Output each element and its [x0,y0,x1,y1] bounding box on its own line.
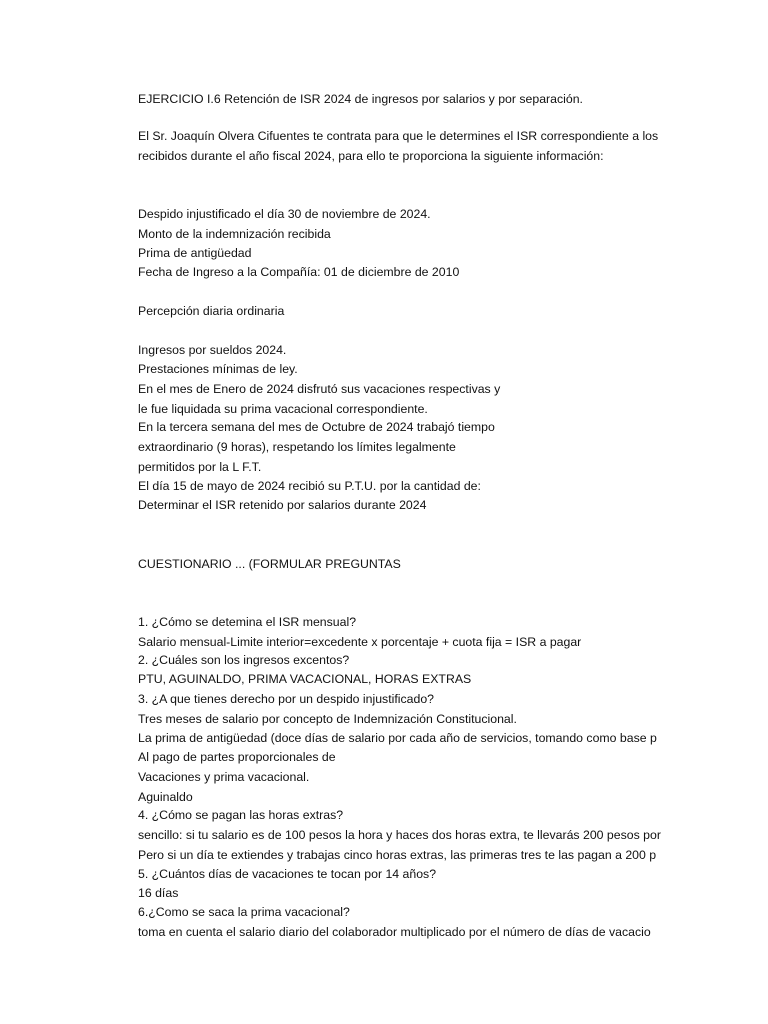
fact-line: Prestaciones mínimas de ley. [138,362,298,376]
fact-line: Percepción diaria ordinaria [138,304,285,318]
fact-line: le fue liquidada su prima vacacional correspondiente. [138,402,428,416]
fact-line: En el mes de Enero de 2024 disfrutó sus vacaciones respectivas y [138,382,501,396]
fact-line: Fecha de Ingreso a la Compañía: 01 de diciembre de 2010 [138,265,460,279]
qa-line: Al pago de partes proporcionales de [138,750,336,764]
fact-line: Monto de la indemnización recibida [138,227,331,241]
qa-line: Aguinaldo [138,790,193,804]
intro-line: El Sr. Joaquín Olvera Cifuentes te contrata para que le determines el ISR correspondiente a los [138,129,659,143]
qa-line: 4. ¿Cómo se pagan las horas extras? [138,808,344,822]
fact-line: En la tercera semana del mes de Octubre de 2024 trabajó tiempo [138,420,495,434]
fact-line: extraordinario (9 horas), respetando los límites legalmente [138,440,456,454]
qa-line: sencillo: si tu salario es de 100 pesos la hora y haces dos horas extra, te llevarás 200 pesos por [138,828,661,842]
qa-line: 2. ¿Cuáles son los ingresos excentos? [138,653,350,667]
qa-line: 6.¿Como se saca la prima vacacional? [138,905,350,919]
qa-line: 16 días [138,886,179,900]
fact-line: Ingresos por sueldos 2024. [138,343,287,357]
qa-line: 1. ¿Cómo se detemina el ISR mensual? [138,615,357,629]
exercise-title: EJERCICIO I.6 Retención de ISR 2024 de ingresos por salarios y por separación. [138,92,583,106]
fact-line: Despido injustificado el día 30 de noviembre de 2024. [138,207,431,221]
qa-line: Tres meses de salario por concepto de Indemnización Constitucional. [138,712,517,726]
qa-line: 3. ¿A que tienes derecho por un despido injustificado? [138,692,435,706]
questionnaire-heading: CUESTIONARIO ... (FORMULAR PREGUNTAS [138,557,401,571]
qa-line: La prima de antigüedad (doce días de salario por cada año de servicios, tomando como base p [138,731,657,745]
qa-line: Pero si un día te extiendes y trabajas cinco horas extras, las primeras tres te las pagan a 200 p [138,848,657,862]
fact-line: El día 15 de mayo de 2024 recibió su P.T.U. por la cantidad de: [138,479,481,493]
fact-line: Prima de antigüedad [138,246,252,260]
fact-line: permitidos por la L F.T. [138,460,262,474]
qa-line: toma en cuenta el salario diario del colaborador multiplicado por el número de días de vacacio [138,925,651,939]
intro-line: recibidos durante el año fiscal 2024, para ello te proporciona la siguiente información: [138,149,604,163]
qa-line: 5. ¿Cuántos días de vacaciones te tocan por 14 años? [138,867,437,881]
document-body [138,0,666,1024]
qa-line: PTU, AGUINALDO, PRIMA VACACIONAL, HORAS EXTRAS [138,672,472,686]
qa-line: Salario mensual-Limite interior=excedente x porcentaje + cuota fija = ISR a pagar [138,635,582,649]
fact-line: Determinar el ISR retenido por salarios durante 2024 [138,498,427,512]
qa-line: Vacaciones y prima vacacional. [138,770,310,784]
